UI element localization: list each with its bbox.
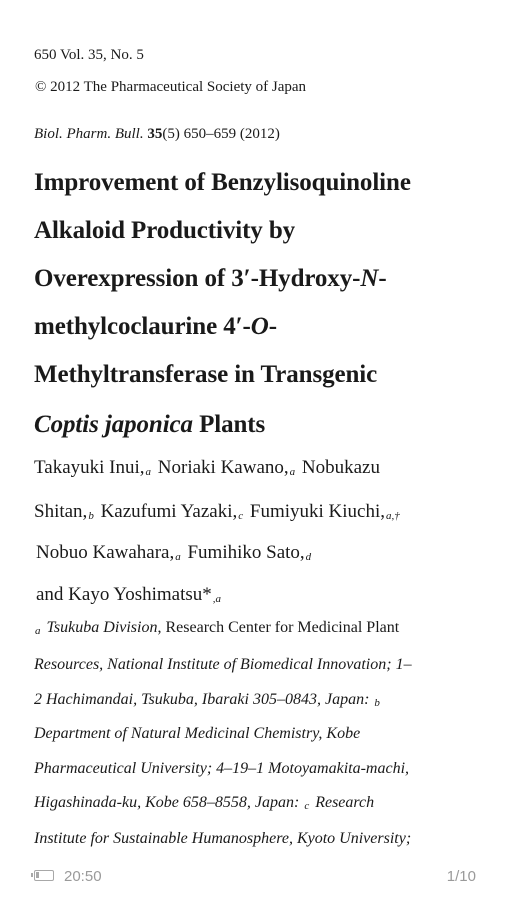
- affiliation-text: Institute for Sustainable Humanosphere, Kyoto University;: [34, 830, 412, 847]
- title-text: -: [268, 313, 277, 340]
- title-text: methylcoclaurine 4′-: [34, 313, 251, 340]
- page-indicator[interactable]: 1/10: [446, 868, 476, 885]
- author-affiliation-mark: ,a: [212, 593, 222, 605]
- article-title-line-5: Methyltransferase in Transgenic: [34, 361, 378, 388]
- affiliation-text: Pharmaceutical University; 4–19–1 Motoyamakita-machi,: [34, 760, 410, 777]
- affiliation-line-4: [34, 724, 360, 744]
- affiliation-line-5: [34, 759, 409, 779]
- affiliation-text: , Research Center for Medicinal Plant: [157, 619, 400, 636]
- title-text: Overexpression of 3′-Hydroxy-: [34, 265, 361, 292]
- article-title-line-6: [34, 410, 265, 440]
- article-title-line-2: Alkaloid Productivity by: [34, 217, 296, 244]
- article-title-line-4: [34, 312, 277, 342]
- article-title-line-1: Improvement of Benzylisoquinoline: [34, 169, 411, 196]
- author-affiliation-mark: a: [175, 551, 181, 563]
- author-line-4: [36, 583, 223, 611]
- affiliation-line-7: [34, 829, 411, 849]
- affiliation-mark: b: [374, 697, 380, 709]
- author-affiliation-mark: a: [145, 466, 152, 478]
- reader-status-bar: [0, 866, 507, 890]
- author-name: Nobuo Kawahara,: [36, 542, 175, 563]
- affiliation-mark: a: [35, 625, 41, 637]
- affiliation-text: Department of Natural Medicinal Chemistry, Kobe: [34, 725, 361, 742]
- affiliation-text: Research: [315, 794, 375, 811]
- author-name: Fumihiko Sato,: [187, 542, 305, 563]
- citation-line: [34, 125, 280, 143]
- author-name: Takayuki Inui,: [34, 457, 145, 478]
- affiliation-text: 2 Hachimandai, Tsukuba, Ibaraki 305–0843, Japan:: [34, 691, 370, 708]
- title-italic-text: O: [250, 313, 269, 340]
- status-time: 20:50: [64, 868, 102, 885]
- article-title-line-3: [34, 264, 387, 294]
- author-affiliation-mark: a,†: [386, 510, 400, 522]
- author-affiliation-mark: b: [88, 510, 94, 522]
- title-text: -: [378, 265, 387, 292]
- affiliation-line-1: [34, 618, 399, 641]
- affiliation-text: Higashinada-ku, Kobe 658–8558, Japan:: [34, 794, 300, 811]
- author-name: Kazufumi Yazaki,: [100, 501, 238, 522]
- copyright-line: © 2012 The Pharmaceutical Society of Japan: [35, 79, 307, 95]
- author-affiliation-mark: a: [289, 466, 296, 478]
- author-line-3: [36, 541, 313, 569]
- author-affiliation-mark: d: [305, 551, 312, 563]
- journal-volume-line: 650 Vol. 35, No. 5: [34, 47, 144, 63]
- author-affiliation-mark: c: [238, 510, 244, 522]
- citation-issue-pages: (5) 650–659 (2012): [162, 126, 280, 142]
- citation-journal: Biol. Pharm. Bull.: [34, 126, 144, 142]
- affiliation-mark: c: [304, 800, 310, 812]
- citation-volume: 35: [147, 126, 163, 142]
- author-line-1: [34, 456, 380, 484]
- title-italic-text: N: [360, 265, 379, 292]
- author-name: Fumiyuki Kiuchi,: [249, 501, 385, 522]
- author-name: Noriaki Kawano,: [157, 457, 289, 478]
- title-italic-text: Coptis japonica: [34, 411, 193, 438]
- title-text: Plants: [192, 411, 266, 438]
- affiliation-text: Resources, National Institute of Biomedical Innovation; 1–: [34, 656, 412, 673]
- author-line-2: [34, 500, 402, 528]
- affiliation-line-3: [34, 690, 382, 713]
- author-name: Nobukazu: [301, 457, 380, 478]
- author-name: Shitan,: [34, 501, 88, 522]
- battery-icon: [34, 870, 54, 881]
- author-name: and Kayo Yoshimatsu*: [36, 584, 212, 605]
- affiliation-line-2: [34, 655, 412, 675]
- affiliation-line-6: [34, 793, 374, 816]
- affiliation-text: Tsukuba Division: [46, 619, 158, 636]
